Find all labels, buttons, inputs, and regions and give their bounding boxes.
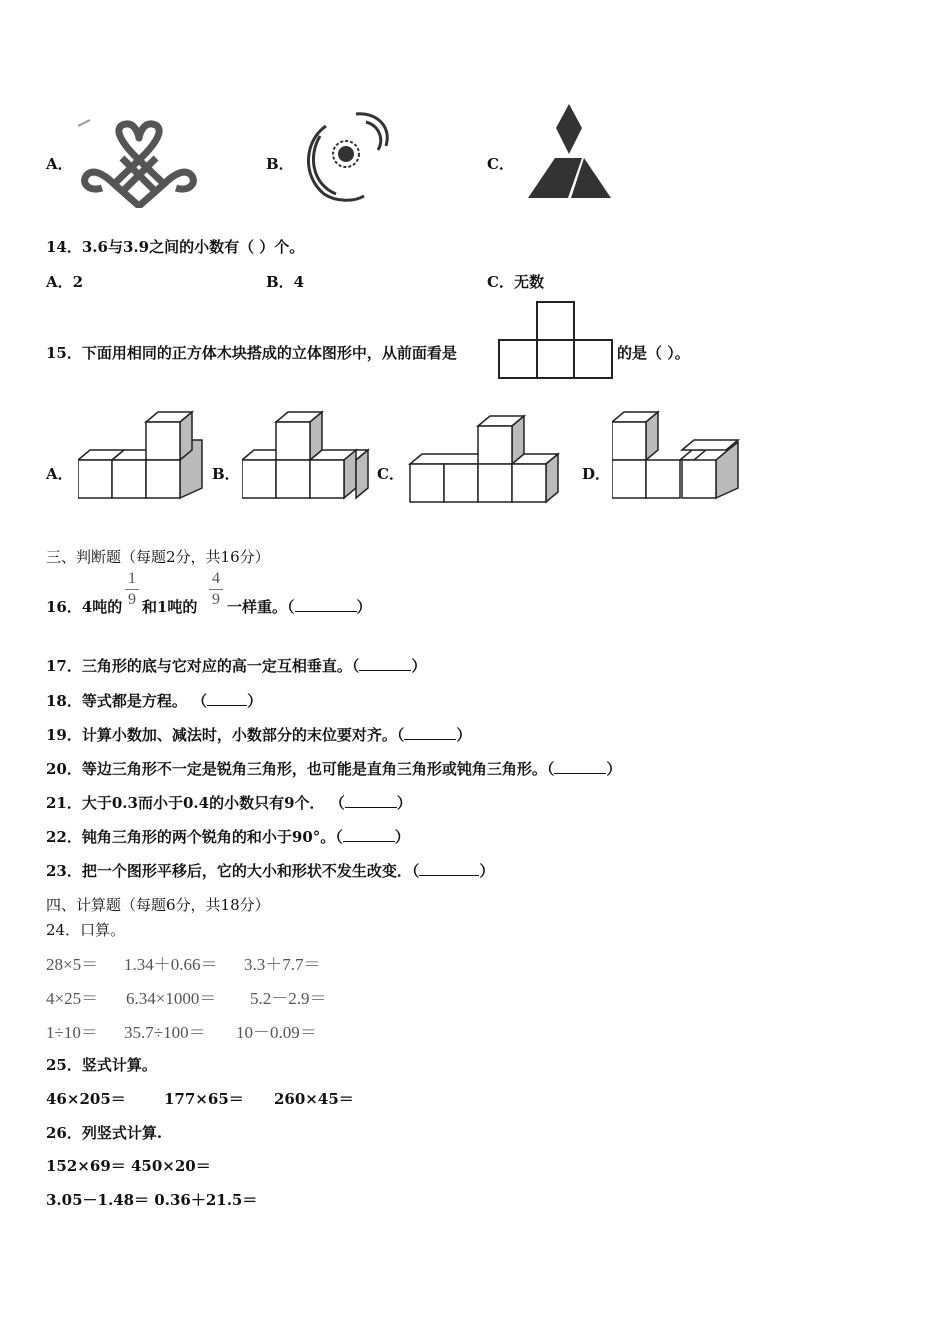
q24-item: 1÷10＝ <box>46 1023 98 1042</box>
q23-text: 23．把一个图形平移后，它的大小和形状不发生改变．（ <box>46 862 420 880</box>
q22-answer-blank[interactable] <box>343 829 395 842</box>
q16-fraction-1 <box>125 570 139 609</box>
q26-row-1: 152×69＝ 450×20＝ <box>46 1157 211 1175</box>
q20-text: 20．等边三角形不一定是锐角三角形，也可能是直角三角形或钝角三角形。（ <box>46 760 555 778</box>
q16-part3 <box>227 596 372 617</box>
q22-close: ） <box>394 828 410 846</box>
swirl-emblem-figure <box>296 106 396 206</box>
q19-text: 19．计算小数加、减法时，小数部分的末位要对齐。（ <box>46 726 405 744</box>
chinese-knot-figure <box>78 118 200 208</box>
cube-figure-b <box>242 410 372 502</box>
q25-item: 177×65＝ <box>164 1090 244 1108</box>
q25-item: 46×205＝ <box>46 1090 126 1108</box>
q22-text: 22．钝角三角形的两个锐角的和小于90°。（ <box>46 828 343 846</box>
q16-part2: 和1吨的 <box>142 598 198 616</box>
q24-item: 10－0.09＝ <box>236 1023 317 1042</box>
q16-fraction-1-den: 9 <box>128 591 136 608</box>
q24-item: 5.2－2.9＝ <box>250 989 327 1008</box>
q26-stem: 26．列竖式计算. <box>46 1124 163 1142</box>
q16-part3-text: 一样重。（ <box>227 598 295 616</box>
front-view-figure <box>498 301 614 381</box>
q16-fraction-2-num: 4 <box>212 570 220 587</box>
q15-stem-after: 的是（ ）。 <box>617 344 690 362</box>
q15-stem-before: 15．下面用相同的正方体木块搭成的立体图形中，从前面看是 <box>46 344 457 362</box>
cube-figure-d <box>612 410 742 502</box>
q21-line <box>46 792 412 813</box>
q19-line <box>46 724 471 745</box>
q25-items <box>46 1088 354 1109</box>
q18-close: ） <box>247 692 263 710</box>
q15-option-d-label: D． <box>582 465 611 483</box>
q24-item: 4×25＝ <box>46 989 99 1008</box>
q16-fraction-2-den: 9 <box>212 591 220 608</box>
q24-item: 3.3＋7.7＝ <box>244 955 321 974</box>
q14-stem: 14．3.6与3.9之间的小数有（ ）个。 <box>46 238 305 256</box>
q24-item: 6.34×1000＝ <box>126 989 217 1008</box>
q24-row-3 <box>46 1018 317 1043</box>
q25-stem: 25．竖式计算。 <box>46 1056 157 1074</box>
q17-text: 17．三角形的底与它对应的高一定互相垂直。（ <box>46 657 360 675</box>
q14-option-c: C．无数 <box>487 273 544 291</box>
q16-answer-blank[interactable] <box>295 599 357 612</box>
q18-line <box>46 690 262 711</box>
q20-answer-blank[interactable] <box>554 761 606 774</box>
q18-answer-blank[interactable] <box>207 693 247 706</box>
q16-fraction-2 <box>209 570 223 609</box>
q20-line <box>46 758 621 779</box>
q23-close: ） <box>479 862 495 880</box>
q18-text: 18．等式都是方程。 （ <box>46 692 208 710</box>
q17-line <box>46 655 426 676</box>
q16-part1: 16．4吨的 <box>46 598 123 616</box>
q24-item: 35.7÷100＝ <box>124 1023 206 1042</box>
q17-answer-blank[interactable] <box>359 658 411 671</box>
q15-option-c-label: C． <box>377 465 404 483</box>
q14-option-a: A．2 <box>46 273 84 291</box>
q24-item: 1.34＋0.66＝ <box>124 955 218 974</box>
q19-answer-blank[interactable] <box>404 727 456 740</box>
q16-fraction-1-num: 1 <box>128 570 136 587</box>
q13-option-a-label: A． <box>46 155 73 173</box>
q26-row-2: 3.05－1.48＝ 0.36＋21.5＝ <box>46 1191 258 1209</box>
q22-line <box>46 826 410 847</box>
cube-figure-a <box>78 410 208 502</box>
q15-option-a-label: A． <box>46 465 73 483</box>
q24-item: 28×5＝ <box>46 955 99 974</box>
q21-close: ） <box>396 794 412 812</box>
q23-line <box>46 860 494 881</box>
q24-row-1 <box>46 950 321 975</box>
section3-title: 三、判断题（每题2分，共16分） <box>46 548 270 566</box>
q25-item: 260×45＝ <box>274 1090 354 1108</box>
q21-answer-blank[interactable] <box>345 795 397 808</box>
q16-close: ） <box>356 598 372 616</box>
q24-stem: 24．口算。 <box>46 921 126 939</box>
q23-answer-blank[interactable] <box>419 863 479 876</box>
q13-option-c-label: C． <box>487 155 514 173</box>
q19-close: ） <box>456 726 472 744</box>
q24-row-2 <box>46 984 327 1009</box>
q13-option-b-label: B． <box>266 155 294 173</box>
three-diamonds-figure <box>522 102 617 200</box>
q21-text: 21．大于0.3而小于0.4的小数只有9个． （ <box>46 794 345 812</box>
section4-title: 四、计算题（每题6分，共18分） <box>46 896 270 914</box>
q20-close: ） <box>606 760 622 778</box>
q15-option-b-label: B． <box>212 465 240 483</box>
q14-option-b: B．4 <box>266 273 305 291</box>
cube-figure-c <box>408 414 563 506</box>
q17-close: ） <box>411 657 427 675</box>
